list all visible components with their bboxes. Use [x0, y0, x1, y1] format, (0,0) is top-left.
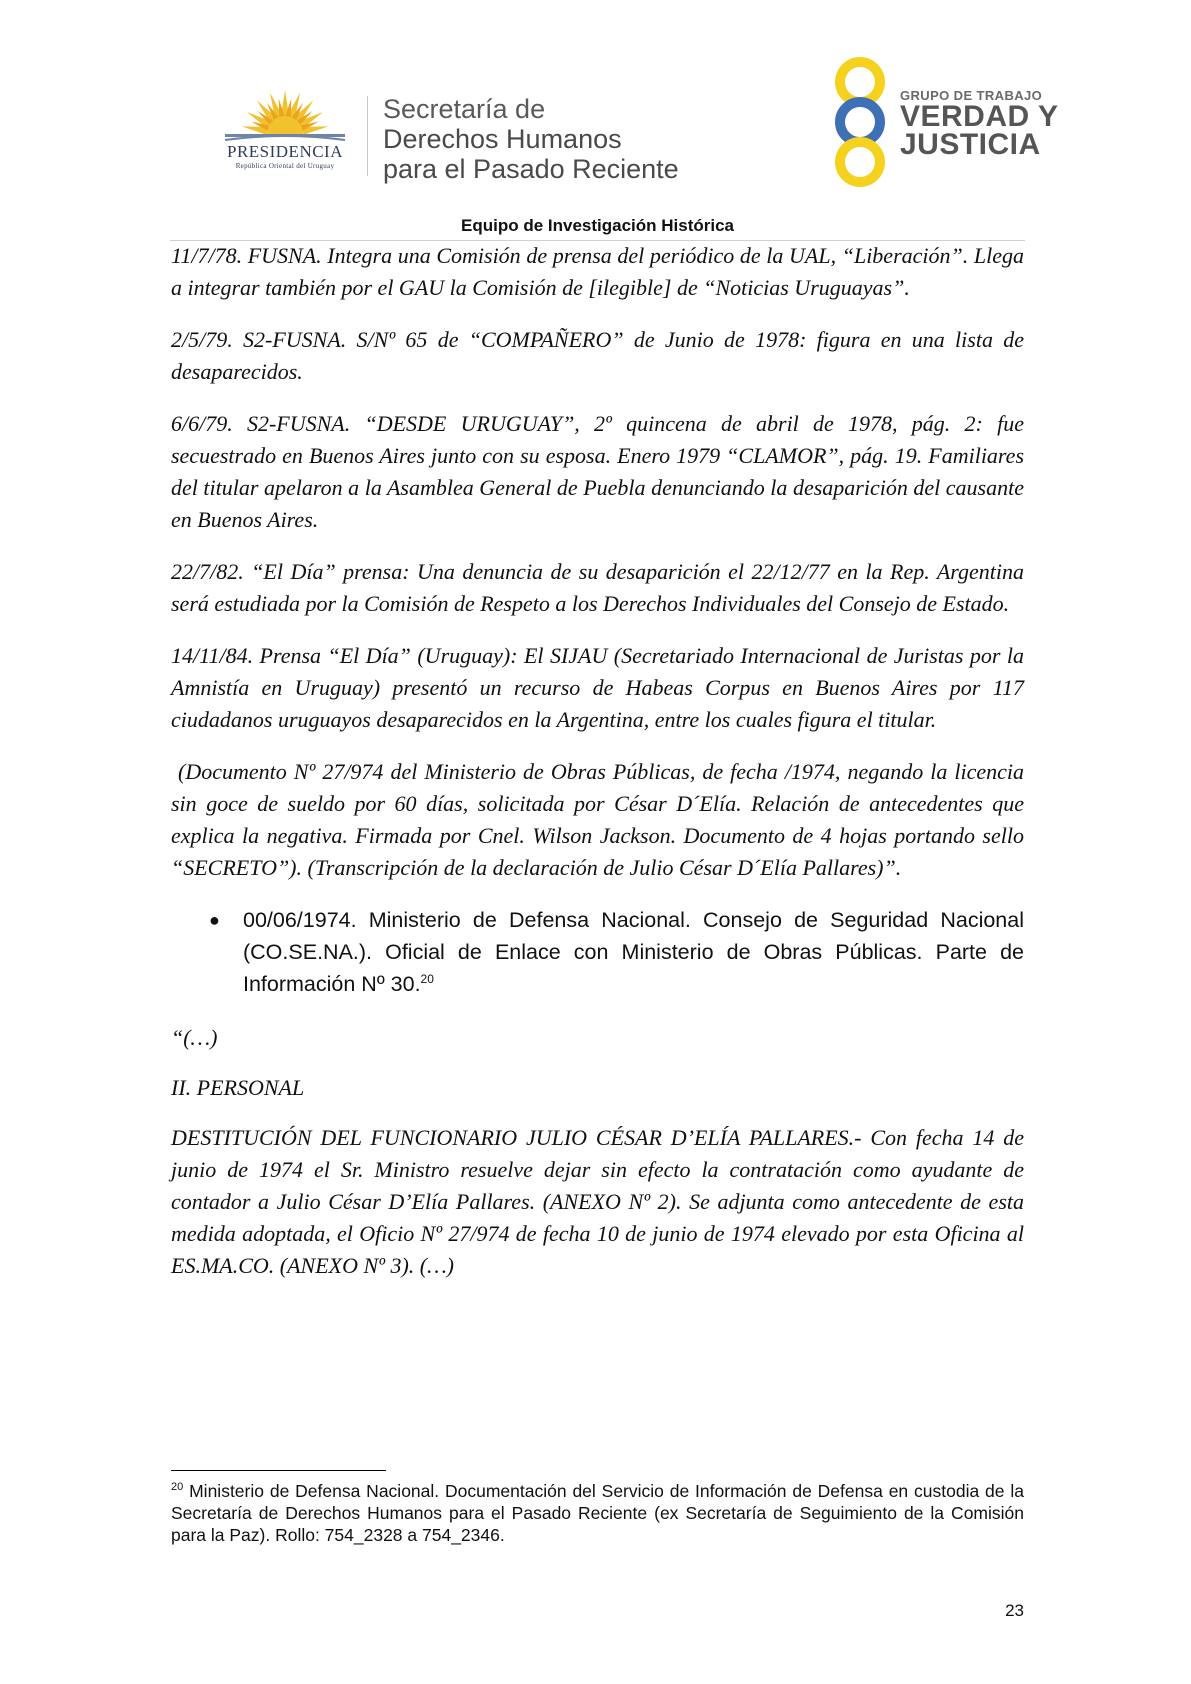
bullet-item	[171, 904, 1024, 1000]
footnote-number: 20	[171, 1481, 184, 1494]
footnote-separator	[171, 1470, 386, 1471]
page-number: 23	[1005, 1601, 1024, 1620]
paragraph-2: 2/5/79. S2-FUSNA. S/Nº 65 de “COMPAÑERO” de Junio de 1978: figura en una lista de desaparecidos.	[171, 327, 1024, 384]
footnote-ref[interactable]: 20	[420, 971, 434, 986]
paragraph-1: 11/7/78. FUSNA. Integra una Comisión de prensa del periódico de la UAL, “Liberación”. Llega a integrar también por el GAU la Comisión de [ilegible] de “Noticias Uruguayas”.	[171, 243, 1024, 300]
secretaria-line3: para el Pasado Reciente	[383, 154, 679, 184]
ellipsis-quote: “(…)	[171, 1025, 218, 1050]
bullet-text: 00/06/1974. Ministerio de Defensa Nacional. Consejo de Seguridad Nacional (CO.SE.NA.). Oficial de Enlace con Ministerio de Obras Públicas. Parte de Información Nº 30.	[243, 908, 1024, 996]
verdad-justicia-rings-logo	[820, 56, 900, 188]
secretaria-logo-text	[383, 94, 679, 184]
paragraph-destitucion: DESTITUCIÓN DEL FUNCIONARIO JULIO CÉSAR D’ELÍA PALLARES.- Con fecha 14 de junio de 1974 el Sr. Ministro resuelve dejar sin efecto la contratación como ayudante de contador a Julio César D’Elía Pallares. (ANEXO Nº 2). Se adjunta como antecedente de esta medida adoptada, el Oficio Nº 27/974 de fecha 10 de junio de 1974 elevado por esta Oficina al ES.MA.CO. (ANEXO Nº 3). (…)	[171, 1125, 1024, 1278]
secretaria-line2: Derechos Humanos	[383, 124, 622, 154]
bullet-dot-icon: ●	[209, 910, 220, 930]
grupo-trabajo-text	[900, 88, 1058, 159]
header-divider	[367, 96, 368, 176]
presidencia-wordmark: PRESIDENCIA	[226, 142, 343, 161]
grupo-line1: GRUPO DE TRABAJO	[900, 88, 1043, 103]
paragraph-6: (Documento Nº 27/974 del Ministerio de Obras Públicas, de fecha /1974, negando la licencia sin goce de sueldo por 60 días, solicitada por César D´Elía. Relación de antecedentes que explica la negativa. Firmada por Cnel. Wilson Jackson. Documento de 4 hojas portando sello “SECRETO”). (Transcripción de la declaración de Julio César D´Elía Pallares)”.	[171, 759, 1030, 880]
grupo-line3: JUSTICIA	[900, 128, 1041, 161]
team-title: Equipo de Investigación Histórica	[461, 216, 734, 235]
paragraph-4: 22/7/82. “El Día” prensa: Una denuncia de su desaparición el 22/12/77 en la Rep. Argentina será estudiada por la Comisión de Respeto a los Derechos Individuales del Consejo de Estado.	[171, 559, 1024, 616]
document-body	[171, 240, 1030, 1302]
grupo-line2: VERDAD Y	[900, 100, 1059, 133]
secretaria-line1: Secretaría de	[383, 94, 546, 124]
paragraph-5: 14/11/84. Prensa “El Día” (Uruguay): El SIJAU (Secretariado Internacional de Juristas por la Amnistía en Uruguay) presentó un recurso de Habeas Corpus en Buenos Aires por 117 ciudadanos uruguayos desaparecidos en la Argentina, entre los cuales figura el titular.	[171, 643, 1024, 732]
presidencia-subtitle: República Oriental del Uruguay	[235, 162, 335, 170]
paragraph-3: 6/6/79. S2-FUSNA. “DESDE URUGUAY”, 2º quincena de abril de 1978, pág. 2: fue secuestrado en Buenos Aires junto con su esposa. Enero 1979 “CLAMOR”, pág. 19. Familiares del titular apelaron a la Asamblea General de Puebla denunciando la desaparición del causante en Buenos Aires.	[171, 411, 1024, 532]
footnote-text: Ministerio de Defensa Nacional. Documentación del Servicio de Información de Defensa en custodia de la Secretaría de Derechos Humanos para el Pasado Reciente (ex Secretaría de Seguimiento de la Comisión para la Paz). Rollo: 754_2328 a 754_2346.	[171, 1481, 1024, 1545]
section-heading: II. PERSONAL	[171, 1075, 305, 1100]
footnote	[171, 1480, 1024, 1546]
